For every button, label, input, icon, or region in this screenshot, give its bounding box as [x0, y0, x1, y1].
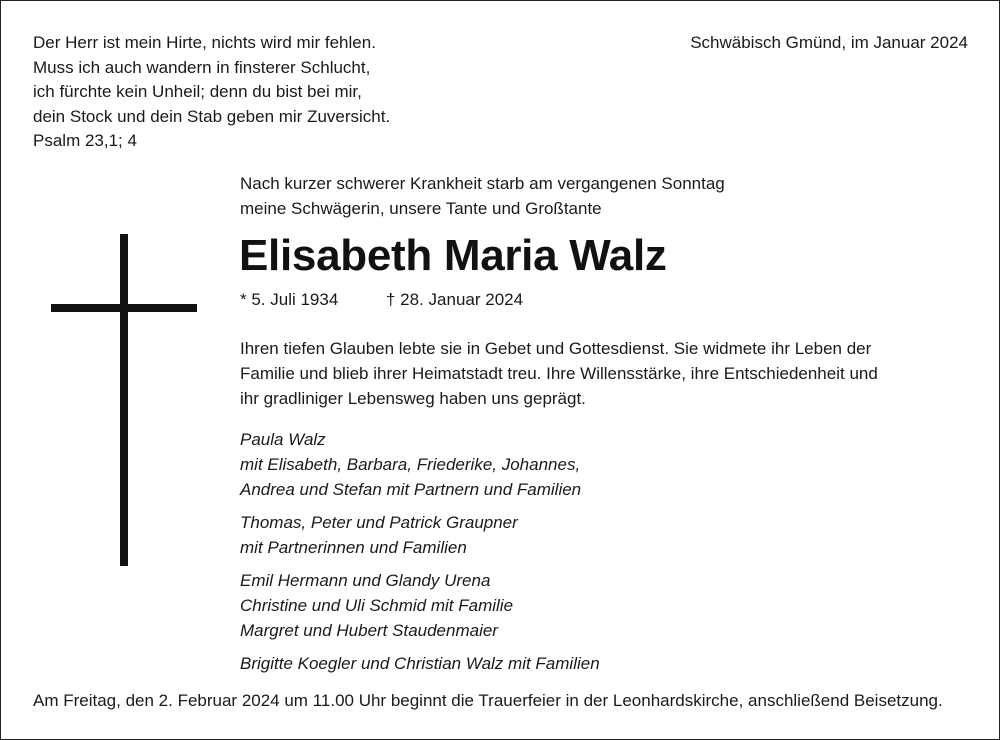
birth-date: * 5. Juli 1934	[240, 290, 339, 309]
mourner-line: Emil Hermann und Glandy Urena	[240, 571, 491, 590]
mourner-line: Andrea und Stefan mit Partnern und Familien	[240, 480, 582, 499]
psalm-line: dein Stock und dein Stab geben mir Zuversicht.	[33, 106, 391, 126]
mourner-line: Margret und Hubert Staudenmaier	[240, 621, 498, 640]
cross-vertical-bar	[120, 234, 128, 566]
psalm-line: Muss ich auch wandern in finsterer Schlucht,	[33, 57, 371, 77]
ceremony-info: Am Freitag, den 2. Februar 2024 um 11.00 Uhr beginnt die Trauerfeier in der Leonhardskirche, anschließend Beisetzung.	[33, 691, 943, 710]
mourner-group	[240, 510, 600, 560]
mourners-list	[240, 427, 600, 684]
mourner-line: mit Partnerinnen und Familien	[240, 538, 467, 557]
place-date: Schwäbisch Gmünd, im Januar 2024	[690, 33, 968, 52]
mourner-group	[240, 427, 600, 502]
tribute-line: ihr gradliniger Lebensweg haben uns geprägt.	[240, 389, 586, 408]
deceased-name: Elisabeth Maria Walz	[239, 231, 667, 280]
mourner-group	[240, 568, 600, 643]
mourner-line: mit Elisabeth, Barbara, Friederike, Johannes,	[240, 455, 581, 474]
tribute-line: Familie und blieb ihrer Heimatstadt treu. Ihre Willensstärke, ihre Entschiedenheit und	[240, 364, 878, 383]
psalm-line: Der Herr ist mein Hirte, nichts wird mir fehlen.	[33, 33, 376, 52]
psalm-line: ich fürchte kein Unheil; denn du bist bei mir,	[33, 82, 362, 101]
intro-line: meine Schwägerin, unsere Tante und Großtante	[240, 198, 602, 218]
psalm-reference: Psalm 23,1; 4	[33, 131, 137, 150]
mourner-line: Thomas, Peter und Patrick Graupner	[240, 513, 518, 532]
life-dates	[240, 288, 524, 312]
mourner-line: Paula Walz	[240, 430, 326, 449]
mourner-line: Christine und Uli Schmid mit Familie	[240, 596, 514, 615]
mourner-line: Brigitte Koegler und Christian Walz mit Familien	[240, 654, 600, 673]
psalm-quote	[33, 31, 390, 154]
death-date: † 28. Januar 2024	[386, 290, 524, 309]
mourner-group	[240, 651, 600, 676]
intro-line: Nach kurzer schwerer Krankheit starb am vergangenen Sonntag	[240, 174, 725, 193]
tribute-text	[240, 336, 878, 411]
death-announcement-intro	[240, 172, 725, 221]
tribute-line: Ihren tiefen Glauben lebte sie in Gebet und Gottesdienst. Sie widmete ihr Leben der	[240, 339, 872, 358]
cross-horizontal-bar	[51, 304, 197, 312]
